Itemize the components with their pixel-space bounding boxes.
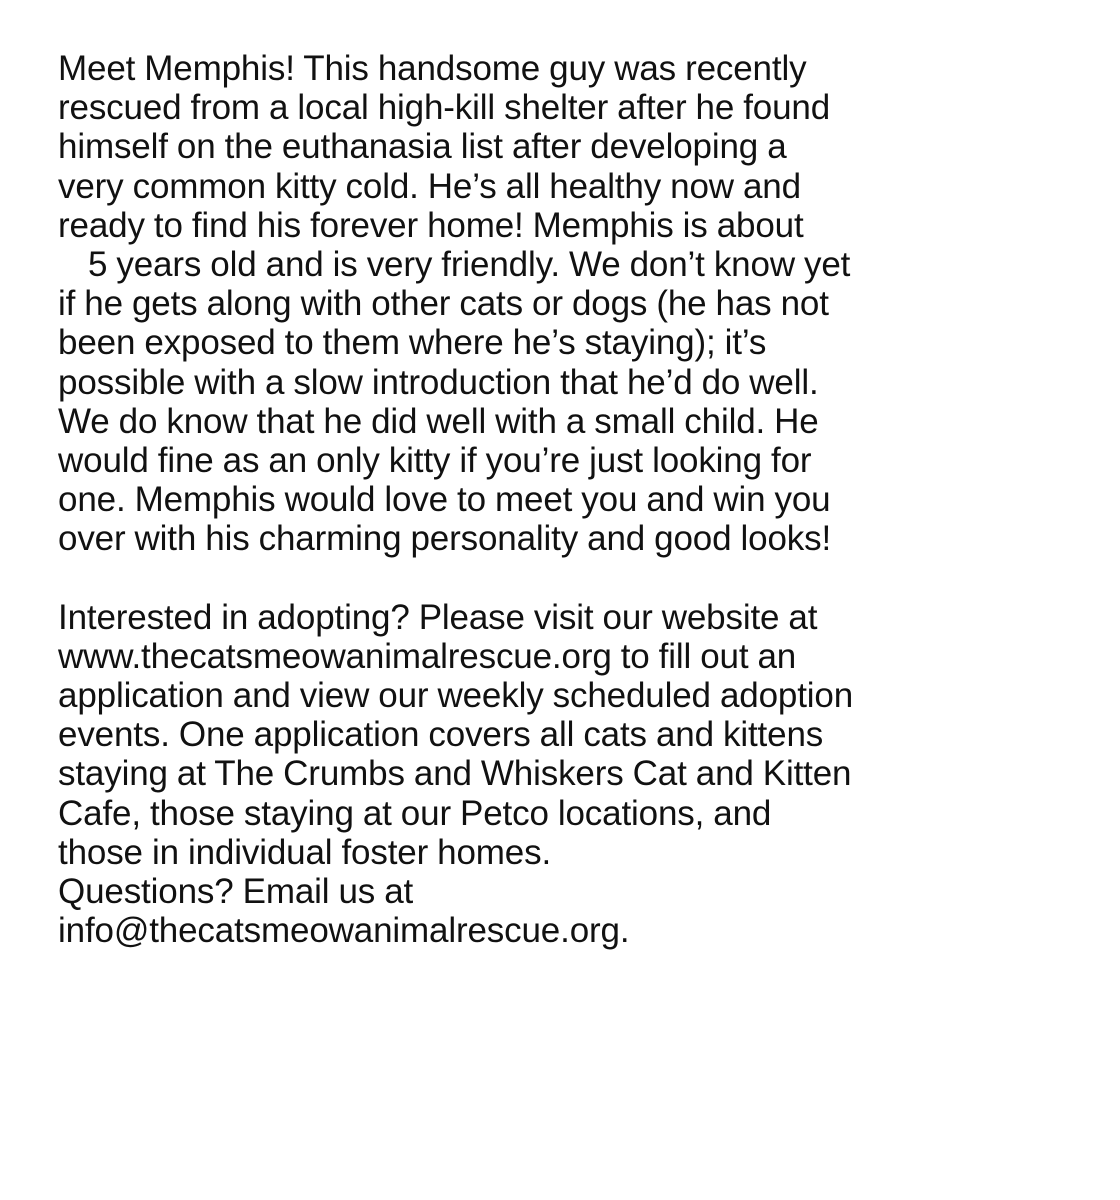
text-line: over with his charming personality and good looks! bbox=[58, 519, 832, 559]
text-line: those in individual foster homes. bbox=[58, 832, 552, 872]
text-line: We do know that he did well with a small child. He bbox=[58, 401, 819, 441]
text-line: rescued from a local high-kill shelter after he found bbox=[58, 88, 831, 128]
text-line: staying at The Crumbs and Whiskers Cat and Kitten bbox=[58, 754, 852, 794]
text-line: would fine as an only kitty if you’re just looking for bbox=[58, 440, 812, 480]
text-line: Meet Memphis! This handsome guy was recently bbox=[58, 49, 807, 88]
email-line: info@thecatsmeowanimalrescue.org. bbox=[58, 911, 630, 951]
text-line: Questions? Email us at bbox=[58, 871, 414, 911]
adoption-info-paragraph bbox=[58, 598, 1108, 951]
text-line: possible with a slow introduction that he’d do well. bbox=[58, 362, 819, 402]
adoption-text bbox=[58, 49, 1108, 950]
text-line-indented bbox=[58, 245, 1108, 284]
text-line: ready to find his forever home! Memphis is about bbox=[58, 205, 804, 245]
paragraph-spacer bbox=[58, 558, 1108, 597]
text-line: Interested in adopting? Please visit our website at bbox=[58, 597, 818, 637]
text-line: Cafe, those staying at our Petco locations, and bbox=[58, 793, 772, 833]
text-line: one. Memphis would love to meet you and win you bbox=[58, 480, 831, 520]
website-line: www.thecatsmeowanimalrescue.org to fill out an bbox=[58, 636, 797, 676]
text-line: application and view our weekly scheduled adoption bbox=[58, 676, 854, 715]
text-line: himself on the euthanasia list after developing a bbox=[58, 127, 787, 167]
text-line: very common kitty cold. He’s all healthy now and bbox=[58, 166, 801, 206]
text-line: if he gets along with other cats or dogs (he has not bbox=[58, 284, 829, 324]
text-line: 5 years old and is very friendly. We don’t know yet bbox=[88, 244, 851, 284]
text-line: events. One application covers all cats and kittens bbox=[58, 715, 824, 755]
memphis-description-paragraph bbox=[58, 49, 1108, 558]
text-line: been exposed to them where he’s staying); it’s bbox=[58, 323, 767, 363]
